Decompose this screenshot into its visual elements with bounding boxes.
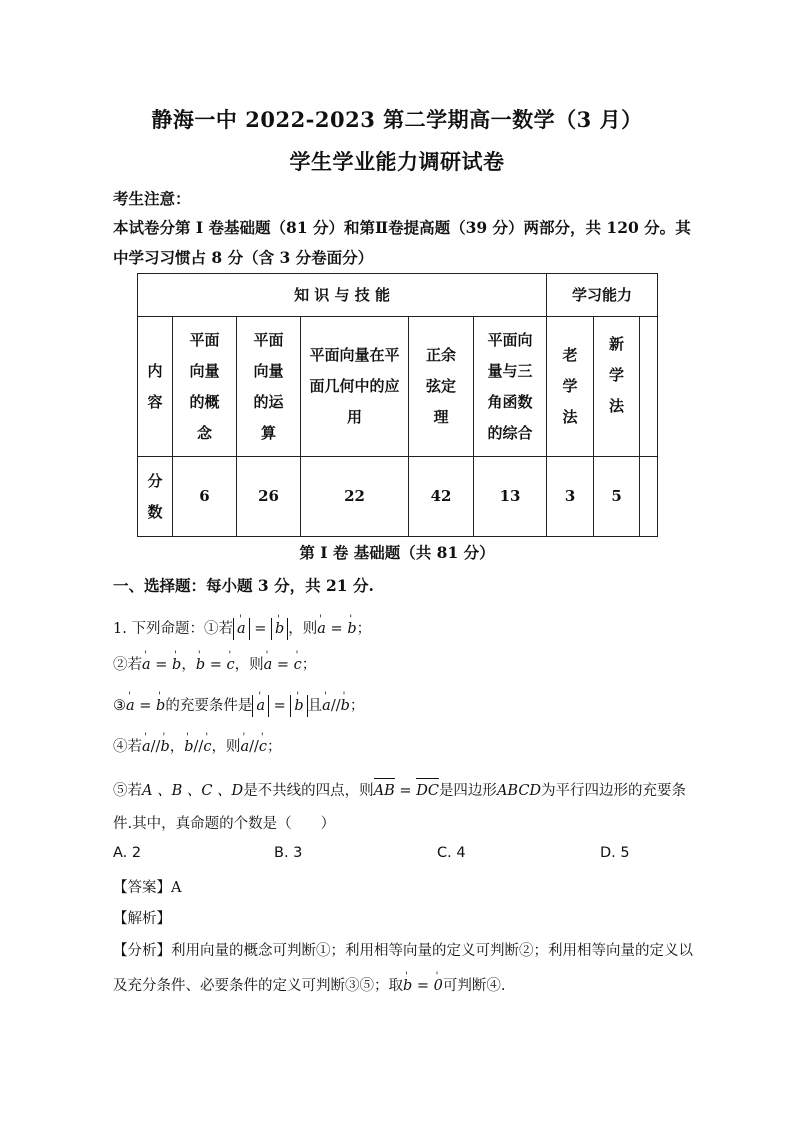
- column-header: 老学法: [547, 317, 594, 457]
- column-header: 平面向量的运算: [237, 317, 301, 457]
- q1-line5: ⑤若A 、B 、C 、D是不共线的四点，则AB = DC是四边形ABCD为平行四边形的充要条: [113, 778, 686, 803]
- score-cell: 26: [237, 457, 301, 537]
- score-cell: 22: [301, 457, 409, 537]
- abs-b: ' b: [271, 618, 288, 640]
- score-cell: 5: [594, 457, 640, 537]
- column-header-empty: [640, 317, 658, 457]
- section-heading: 一、选择题：每小题 3 分，共 21 分.: [113, 576, 374, 595]
- notice-label: 考生注意：: [113, 189, 191, 208]
- table-group-knowledge: 知 识 与 技 能: [138, 274, 547, 317]
- option-b[interactable]: B. 3: [274, 845, 303, 861]
- column-header: 平面向量的概念: [173, 317, 237, 457]
- analysis-line2: 及充分条件、必要条件的定义可判断③⑤；取' b = ' 0可判断④.: [113, 974, 506, 998]
- table-group-ability: 学习能力: [547, 274, 658, 317]
- analysis-line1: 【分析】利用向量的概念可判断①；利用相等向量的定义可判断②；利用相等向量的定义以: [113, 943, 693, 959]
- answer-label: 【答案】A: [113, 880, 182, 896]
- q1-line2: ②若' a = ' b，' b = ' c，则' a = ' c；: [113, 653, 316, 677]
- row-label-score: 分数: [138, 457, 173, 537]
- score-cell: 13: [474, 457, 547, 537]
- analysis-label: 【解析】: [113, 911, 171, 927]
- score-cell-empty: [640, 457, 658, 537]
- score-cell: 6: [173, 457, 237, 537]
- exam-title-line2: 学生学业能力调研试卷: [289, 149, 505, 174]
- exam-title-line1: 静海一中 2022-2023 第二学期高一数学（3 月）: [151, 107, 643, 132]
- notice-line2: 中学习习惯占 8 分（含 3 分卷面分）: [113, 248, 374, 267]
- row-label-content: 内容: [138, 317, 173, 457]
- column-header: 正余弦定理: [409, 317, 474, 457]
- q1-line3: ③' a = ' b的充要条件是' a = ' b 且' a//' b；: [113, 694, 364, 718]
- q1-intro: 1. 下列命题：①若: [113, 621, 233, 637]
- score-cell: 42: [409, 457, 474, 537]
- notice-line1: 本试卷分第 I 卷基础题（81 分）和第Ⅱ卷提高题（39 分）两部分，共 120 分。其: [113, 218, 691, 237]
- q1-line6: 件.其中，真命题的个数是（ ）: [113, 816, 336, 832]
- option-a[interactable]: A. 2: [113, 845, 142, 861]
- option-d[interactable]: D. 5: [600, 845, 630, 861]
- column-header: 新学法: [594, 317, 640, 457]
- part-title: 第 I 卷 基础题（共 81 分）: [299, 543, 495, 562]
- option-c[interactable]: C. 4: [437, 845, 466, 861]
- q1-line4: ④若' a//' b，' b//' c，则' a//' c；: [113, 735, 282, 759]
- column-header: 平面向量在平面几何中的应用: [301, 317, 409, 457]
- column-header: 平面向量与三角函数的综合: [474, 317, 547, 457]
- score-cell: 3: [547, 457, 594, 537]
- q1-line1: 1. 下列命题：①若' a = ' b ，则' a = ' b；: [113, 617, 371, 641]
- abs-a: ' a: [233, 618, 250, 640]
- score-distribution-table: [137, 273, 658, 537]
